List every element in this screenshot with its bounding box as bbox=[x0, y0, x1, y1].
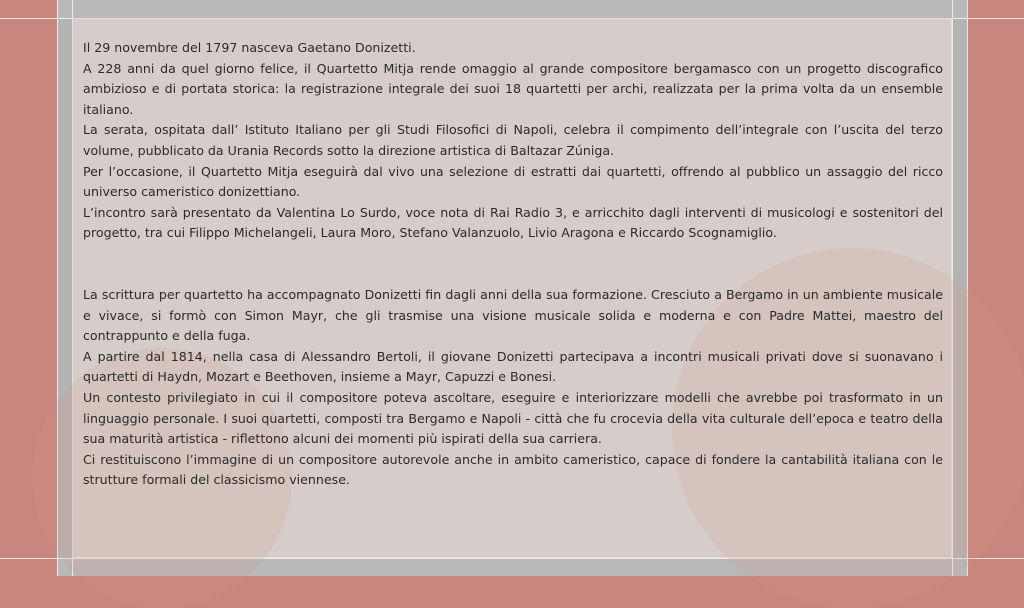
section-gap bbox=[83, 244, 943, 285]
paragraph: A 228 anni da quel giorno felice, il Quartetto Mitja rende omaggio al grande compositore bergamasco con un progetto discografico ambizioso e di portata storica: la registrazione integrale dei suoi 18 quartetti per archi, realizzata per la prima volta da un ensemble italiano. bbox=[83, 60, 943, 117]
paragraph: Un contesto privilegiato in cui il compositore poteva ascoltare, eseguire e interiorizzare modelli che avrebbe poi trasformato in un linguaggio personale. I suoi quartetti, composti tra Bergamo e Napoli - città che fu crocevia della vita culturale dell’epoca e teatro della sua maturità artistica - riflettono alcuni dei momenti più ispirati della sua carriera. bbox=[83, 389, 943, 447]
article-body bbox=[83, 38, 943, 491]
paragraph: L’incontro sarà presentato da Valentina Lo Surdo, voce nota di Rai Radio 3, e arricchito dagli interventi di musicologi e sostenitori del progetto, tra cui Filippo Michelangeli, Laura Moro, Stefano Valanzuolo, Livio Aragona e Riccardo Scognamiglio. bbox=[83, 204, 943, 241]
paragraph: Per l’occasione, il Quartetto Mitja eseguirà dal vivo una selezione di estratti dai quartetti, offrendo al pubblico un assaggio del ricco universo cameristico donizettiano. bbox=[83, 163, 943, 200]
frame-top-band bbox=[57, 0, 967, 18]
paragraph: Ci restituiscono l’immagine di un compositore autorevole anche in ambito cameristico, capace di fondere la cantabilità italiana con le strutture formali del classicismo viennese. bbox=[83, 451, 943, 488]
paragraph: Il 29 novembre del 1797 nasceva Gaetano Donizetti. bbox=[83, 40, 416, 55]
paragraph: La serata, ospitata dall’ Istituto Italiano per gli Studi Filosofici di Napoli, celebra il compimento dell’integrale con l’uscita del terzo volume, pubblicato da Urania Records sotto la direzione artistica di Baltazar Zúniga. bbox=[83, 122, 943, 158]
paragraph: A partire dal 1814, nella casa di Alessandro Bertoli, il giovane Donizetti partecipava a incontri musicali privati dove si suonavano i quartetti di Haydn, Mozart e Beethoven, insieme a Mayr, Capuzzi e Bonesi. bbox=[83, 348, 943, 385]
paragraph: La scrittura per quartetto ha accompagnato Donizetti fin dagli anni della sua formazione. Cresciuto a Bergamo in un ambiente musicale e vivace, si formò con Simon Mayr, che gli trasmise una visione musicale solida e moderna e con Padre Mattei, maestro del contrappunto e della fuga. bbox=[83, 286, 943, 344]
